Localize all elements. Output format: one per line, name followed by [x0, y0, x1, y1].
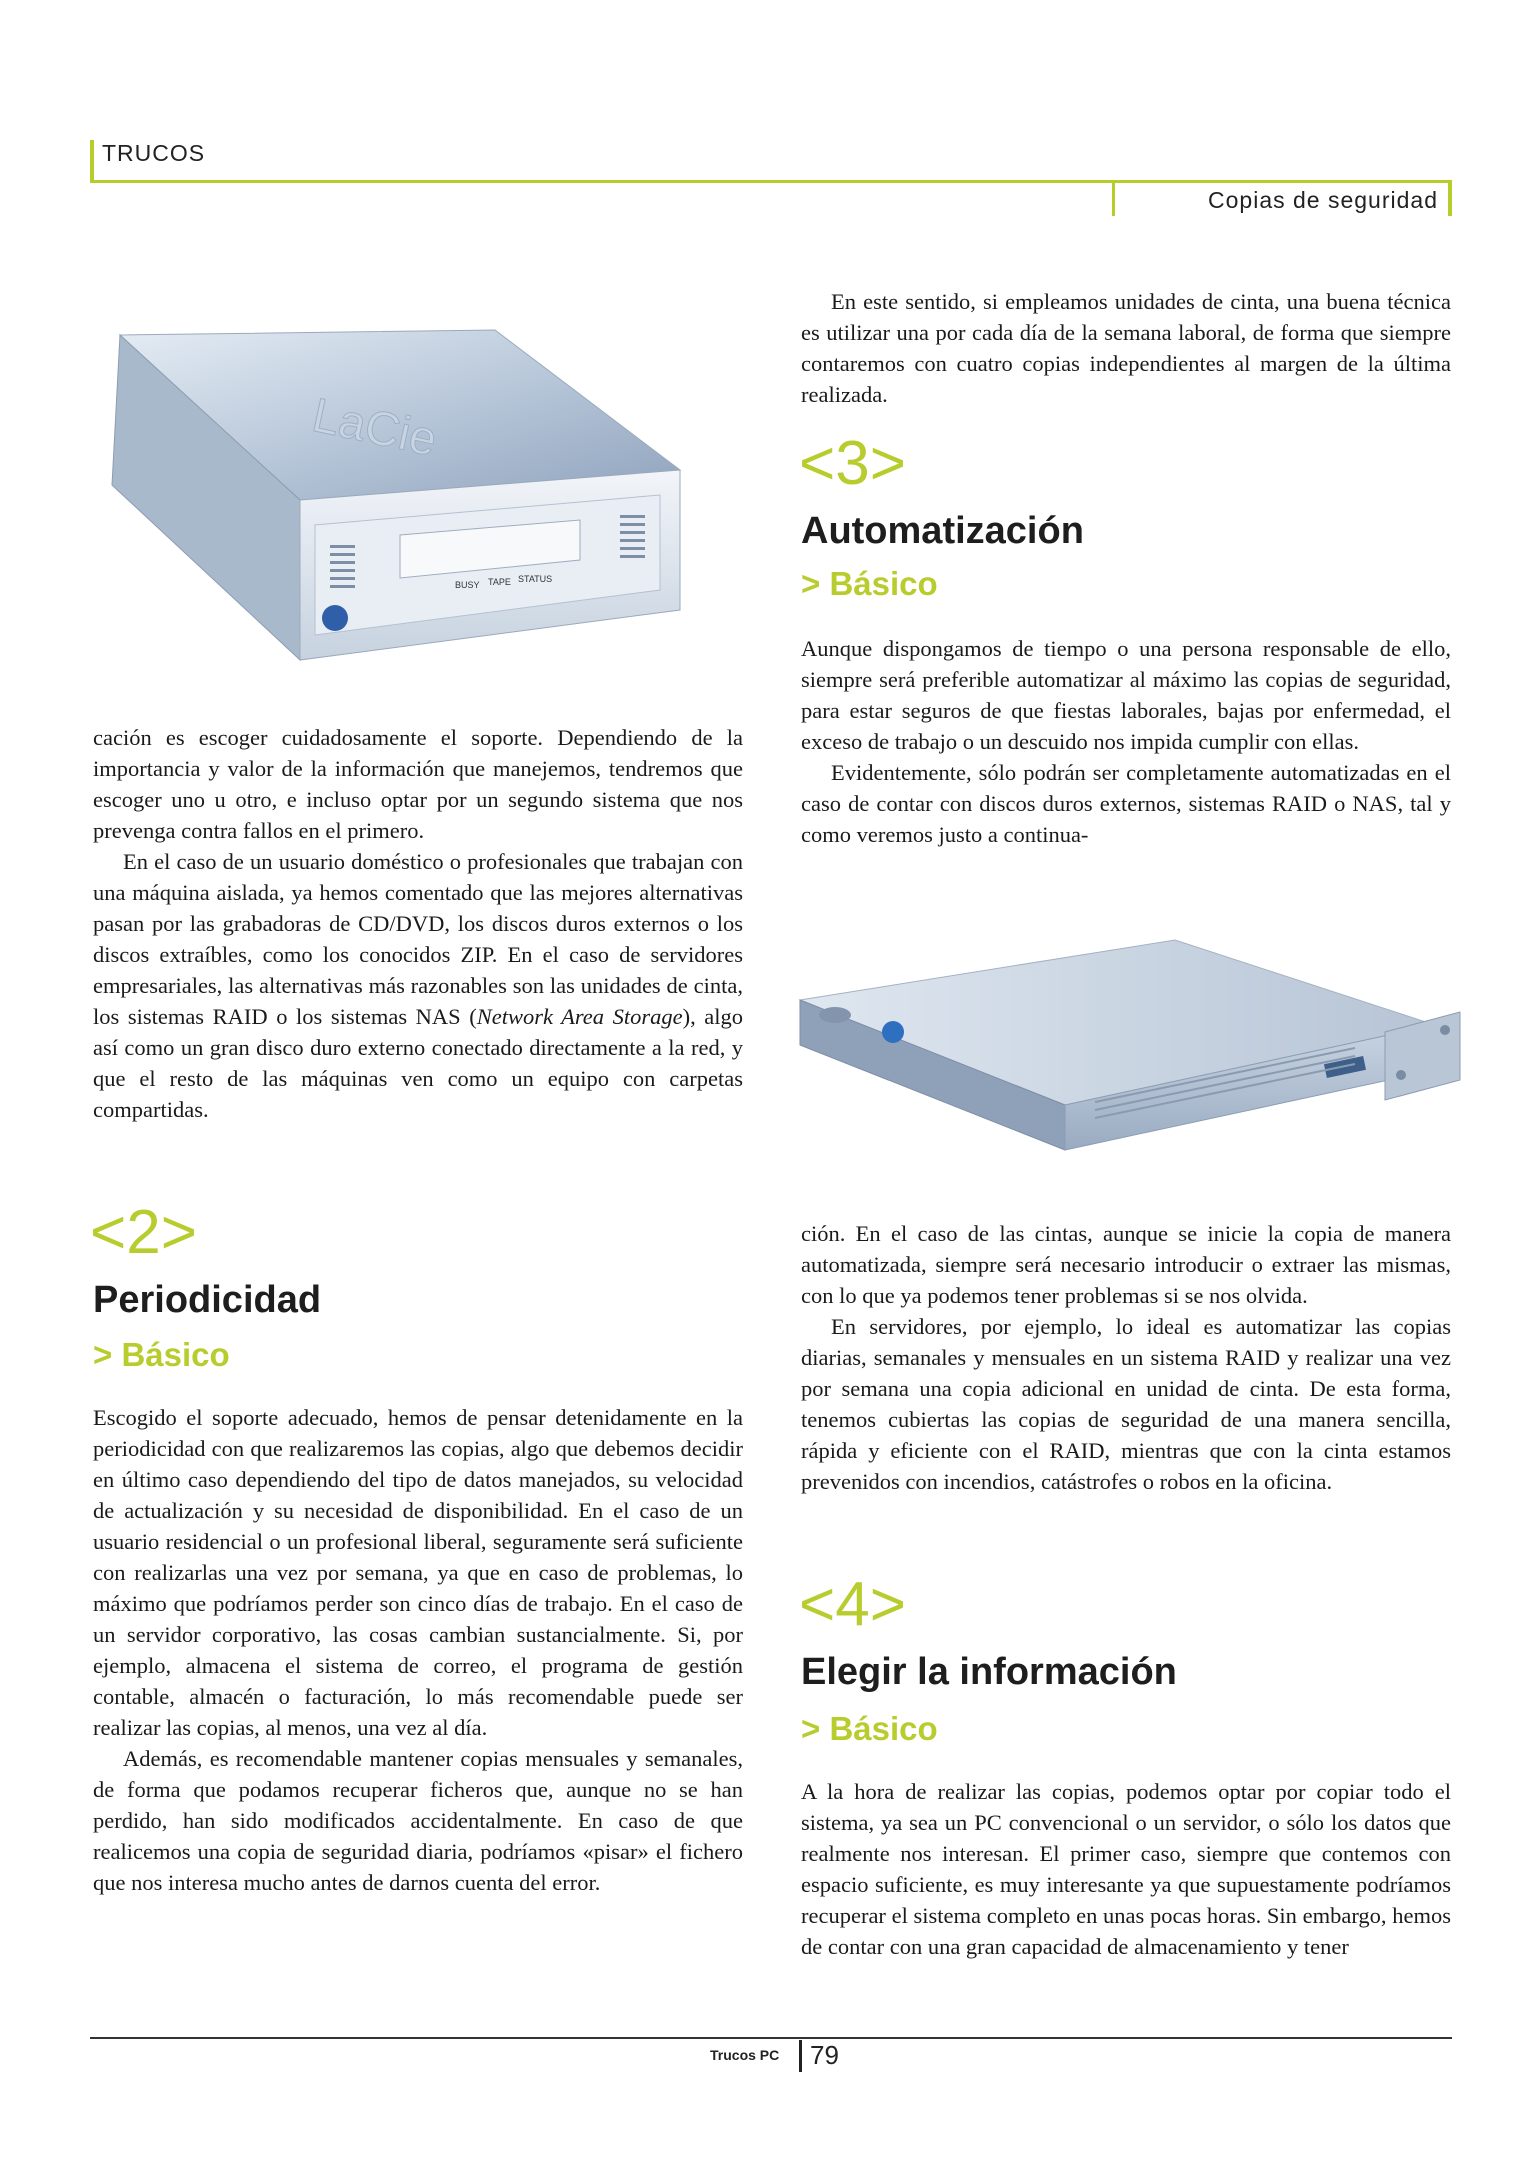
- section-2-level: > Básico: [93, 1336, 230, 1373]
- section-3-title: Automatización: [801, 510, 1084, 552]
- section-2-paragraph-1: Escogido el soporte adecuado, hemos de pensar detenidamente en la periodicidad con que realizaremos las copias, algo que debemos decidir en último caso dependiendo del tipo de datos manejados, su velocidad de actualización y su necesidad de disponibilidad. En el caso de un usuario residencial o un profesional liberal, seguramente será suficiente con realizarlas una vez por semana, ya que en caso de problemas, lo máximo que podríamos perder son cinco días de trabajo. En el caso de un servidor corporativo, las cosas cambian sustancialmente. Si, por ejemplo, almacena el sistema de correo, el programa de gestión contable, almacén o facturación, lo más recomendable puede ser realizar las copias, al menos, una vez al día.: [93, 1405, 743, 1740]
- section-3-paragraph-1: Aunque dispongamos de tiempo o una persona responsable de ello, siempre será preferible automatizar al máximo las copias de seguridad, para estar seguros de que fiestas laborales, bajas por enfermedad, el exceso de trabajo o un descuido nos impida cumplir con ellas.: [801, 636, 1451, 754]
- section-label: TRUCOS: [90, 140, 205, 182]
- section-3-text-b: [801, 1218, 1451, 1497]
- footer-rule: [90, 2037, 1452, 2039]
- col1-paragraph-2: [93, 846, 743, 1125]
- topic-box: [1112, 180, 1452, 216]
- col2-intro: [801, 286, 1451, 410]
- col1-text: [93, 722, 743, 1125]
- section-2-paragraph-2: Además, es recomendable mantener copias mensuales y semanales, de forma que podamos recuperar ficheros que, aunque no se han perdido, han sido modificados accidentalmente. En caso de que realicemos una copia de seguridad diaria, podríamos «pisar» el fichero que nos interesa mucho antes de darnos cuenta del error.: [93, 1746, 743, 1895]
- topic-label: Copias de seguridad: [1208, 187, 1438, 213]
- rack-server-image: [795, 920, 1465, 1170]
- col2-paragraph-intro: En este sentido, si empleamos unidades de cinta, una buena técnica es utilizar una por cada día de la semana laboral, de forma que siempre contaremos con cuatro copias independientes al margen de la última realizada.: [801, 289, 1451, 407]
- section-3-level: > Básico: [801, 565, 938, 602]
- footer-divider: [799, 2040, 802, 2072]
- section-2-text: [93, 1402, 743, 1898]
- col1-paragraph-1: cación es escoger cuidadosamente el soporte. Dependiendo de la importancia y valor de la información que manejemos, tendremos que escoger uno u otro, e incluso optar por un segundo sistema que nos prevenga contra fallos en el primero.: [93, 725, 743, 843]
- section-2-number: <2>: [90, 1198, 197, 1267]
- section-4-number: <4>: [799, 1570, 906, 1639]
- footer-label: Trucos PC: [710, 2047, 780, 2063]
- section-2-title: Periodicidad: [93, 1279, 322, 1321]
- drive-brand: LaCie: [307, 388, 442, 467]
- drive-label-status: STATUS: [518, 574, 553, 584]
- section-3-number: <3>: [799, 429, 906, 498]
- server-power-icon: [882, 1021, 904, 1043]
- section-3-paragraph-2: Evidentemente, sólo podrán ser completamente automatizadas en el caso de contar con discos duros externos, sistemas RAID o NAS, tal y como veremos justo a continua-: [801, 760, 1451, 847]
- section-4-text: [801, 1776, 1451, 1962]
- page-number: 79: [810, 2040, 839, 2070]
- col1-p2-part-b: ), algo así como un gran disco duro externo conectado directamente a la red, y que el resto de las máquinas ven como un equipo con carpetas compartidas.: [93, 1004, 744, 1122]
- power-button-icon: [322, 605, 348, 631]
- section-4-level: > Básico: [801, 1710, 938, 1747]
- col1-p2-part-a: En el caso de un usuario doméstico o profesionales que trabajan con una máquina aislada, ya hemos comentado que las mejores alternativas pasan por las grabadoras de CD/DVD, los discos duros externos o los discos extraíbles, como los conocidos ZIP. En el caso de servidores empresariales, las alternativas más razonables son las unidades de cinta, los sistemas RAID o los sistemas NAS (: [93, 849, 743, 1029]
- col1-p2-emphasis: Network Area Storage: [476, 1004, 683, 1029]
- section-3-text-a: [801, 633, 1451, 850]
- header-rule: [90, 180, 1118, 183]
- drive-label-busy: BUSY: [455, 580, 480, 590]
- section-4-paragraph-1: A la hora de realizar las copias, podemos optar por copiar todo el sistema, ya sea un PC convencional o un servidor, o sólo los datos que realmente nos interesan. El primer caso, siempre que contemos con espacio suficiente, es muy interesante ya que supuestamente podríamos recuperar el sistema completo en unas pocas horas. Sin embargo, hemos de contar con una gran capacidad de almacenamiento y tener: [801, 1779, 1451, 1959]
- section-3-paragraph-3: ción. En el caso de las cintas, aunque se inicie la copia de manera automatizada, siempre será necesario introducir o extraer las mismas, con lo que ya podemos tener problemas si se nos olvida.: [801, 1221, 1451, 1308]
- drive-label-tape: TAPE: [488, 577, 511, 587]
- tape-drive-image: [100, 320, 730, 680]
- section-3-paragraph-4: En servidores, por ejemplo, lo ideal es automatizar las copias diarias, semanales y mensuales en un sistema RAID y realizar una vez por semana una copia adicional en unidad de cinta. De esta forma, tenemos cubiertas las copias de seguridad de una manera sencilla, rápida y eficiente con el RAID, mientras que con la cinta estamos prevenidos con incendios, catástrofes o robos en la oficina.: [801, 1314, 1451, 1494]
- section-4-title: Elegir la información: [801, 1651, 1177, 1693]
